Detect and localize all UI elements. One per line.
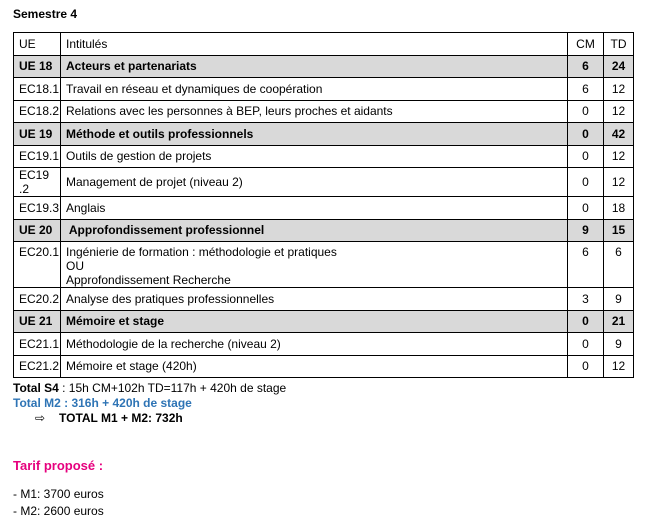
row-code: UE 20 <box>14 219 61 242</box>
row-title: Management de projet (niveau 2) <box>61 168 568 197</box>
row-cm: 0 <box>568 197 604 220</box>
row-title: Acteurs et partenariats <box>61 55 568 78</box>
ec-row <box>14 145 634 168</box>
row-title: Approfondissement professionnel <box>61 219 568 242</box>
row-cm: 6 <box>568 242 604 288</box>
row-title: Méthode et outils professionnels <box>61 123 568 146</box>
row-title: Anglais <box>61 197 568 220</box>
row-code: EC21.2 <box>14 355 61 378</box>
ec-row <box>14 168 634 197</box>
row-title: Méthodologie de la recherche (niveau 2) <box>61 333 568 356</box>
row-code: EC20.2 <box>14 288 61 311</box>
total-m1-m2-text: TOTAL M1 + M2: 732h <box>59 411 183 425</box>
row-code: UE 19 <box>14 123 61 146</box>
row-title: Mémoire et stage (420h) <box>61 355 568 378</box>
ue-table <box>13 32 634 378</box>
row-td: 12 <box>604 78 634 101</box>
total-s4-label: Total S4 <box>13 381 59 395</box>
row-code: EC20.1 <box>14 242 61 288</box>
total-m2-line: Total M2 : 316h + 420h de stage <box>13 396 192 410</box>
row-title-line: Approfondissement Recherche <box>66 273 231 287</box>
row-td: 12 <box>604 355 634 378</box>
row-cm: 0 <box>568 355 604 378</box>
total-s4-text: : 15h CM+102h TD=117h + 420h de stage <box>58 381 287 395</box>
row-code: UE 21 <box>14 310 61 333</box>
summary-block <box>13 381 286 426</box>
row-cm: 6 <box>568 55 604 78</box>
ec-row <box>14 355 634 378</box>
header-td: TD <box>604 33 634 56</box>
tarif-item-m2: - M2: 2600 euros <box>13 504 104 518</box>
row-cm: 0 <box>568 145 604 168</box>
row-title <box>61 242 568 288</box>
row-td: 12 <box>604 145 634 168</box>
ec-row <box>14 242 634 288</box>
row-cm: 0 <box>568 310 604 333</box>
ue-row <box>14 310 634 333</box>
row-code: EC21.1 <box>14 333 61 356</box>
tarif-list <box>13 486 104 520</box>
row-td: 9 <box>604 333 634 356</box>
ue-row <box>14 123 634 146</box>
ec-row <box>14 78 634 101</box>
row-cm: 0 <box>568 123 604 146</box>
ec-row <box>14 100 634 123</box>
row-cm: 0 <box>568 168 604 197</box>
row-title: Relations avec les personnes à BEP, leurs proches et aidants <box>61 100 568 123</box>
row-cm: 9 <box>568 219 604 242</box>
row-td: 21 <box>604 310 634 333</box>
arrow-icon: ⇨ <box>35 411 46 425</box>
row-cm: 6 <box>568 78 604 101</box>
row-title: Outils de gestion de projets <box>61 145 568 168</box>
row-td: 6 <box>604 242 634 288</box>
row-title: Analyse des pratiques professionnelles <box>61 288 568 311</box>
row-td: 12 <box>604 100 634 123</box>
row-title: Travail en réseau et dynamiques de coopération <box>61 78 568 101</box>
row-cm: 0 <box>568 333 604 356</box>
row-td: 18 <box>604 197 634 220</box>
header-ue: UE <box>14 33 61 56</box>
table-header-row <box>14 33 634 56</box>
ue-row <box>14 55 634 78</box>
total-m1-m2-line <box>13 411 286 426</box>
semester-title: Semestre 4 <box>13 7 78 21</box>
tarif-title: Tarif proposé : <box>13 458 104 473</box>
total-s4-line <box>13 381 286 396</box>
row-code: EC19.1 <box>14 145 61 168</box>
row-title-line: OU <box>66 259 84 273</box>
row-title: Mémoire et stage <box>61 310 568 333</box>
row-td: 42 <box>604 123 634 146</box>
row-code: EC18.2 <box>14 100 61 123</box>
header-cm: CM <box>568 33 604 56</box>
row-code: EC18.1 <box>14 78 61 101</box>
ec-row <box>14 197 634 220</box>
row-cm: 0 <box>568 100 604 123</box>
row-td: 24 <box>604 55 634 78</box>
row-code: EC19.3 <box>14 197 61 220</box>
row-td: 15 <box>604 219 634 242</box>
row-td: 9 <box>604 288 634 311</box>
header-intitules: Intitulés <box>61 33 568 56</box>
ec-row <box>14 288 634 311</box>
row-code: EC19 .2 <box>14 168 61 197</box>
ec-row <box>14 333 634 356</box>
ue-row <box>14 219 634 242</box>
row-title-line: Ingénierie de formation : méthodologie et pratiques <box>66 245 337 259</box>
row-cm: 3 <box>568 288 604 311</box>
tarif-item-m1: - M1: 3700 euros <box>13 487 104 501</box>
row-td: 12 <box>604 168 634 197</box>
row-code: UE 18 <box>14 55 61 78</box>
